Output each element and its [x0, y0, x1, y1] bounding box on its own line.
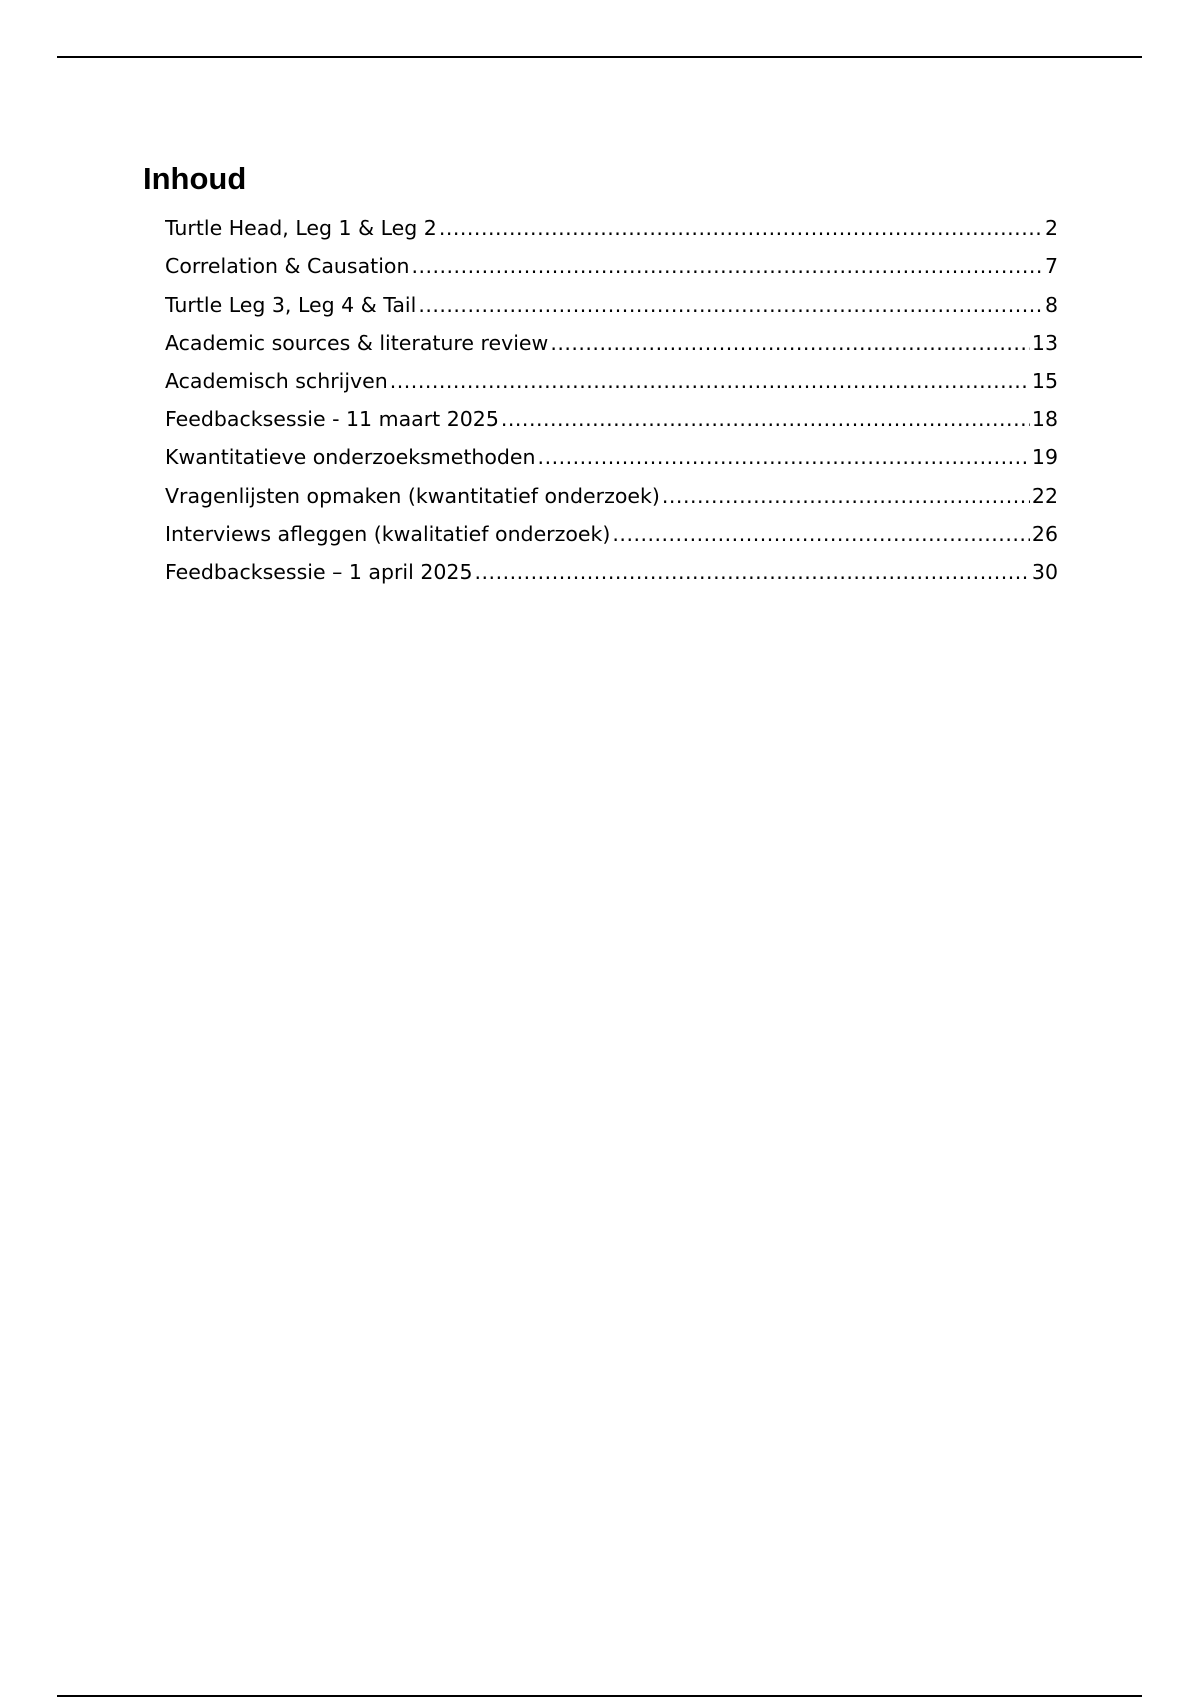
toc-entry-label: Academisch schrijven: [165, 368, 388, 393]
toc-entry[interactable]: [165, 477, 1058, 515]
toc-title: Inhoud: [143, 161, 247, 196]
toc-entry[interactable]: [165, 553, 1058, 591]
toc-entry-page: 13: [1031, 330, 1058, 355]
toc-entry-label: Academic sources & literature review: [165, 330, 549, 355]
toc-entry-page: 7: [1044, 254, 1058, 279]
toc-entry-label: Kwantitatieve onderzoeksmethoden: [165, 445, 536, 470]
toc-entry-label: Feedbacksessie – 1 april 2025: [165, 559, 473, 584]
toc-entry[interactable]: [165, 400, 1058, 438]
toc-dot-leader: [390, 362, 1030, 400]
toc-entry-label: Turtle Leg 3, Leg 4 & Tail: [165, 292, 417, 317]
toc-entry[interactable]: [165, 286, 1058, 324]
toc-entry-page: 19: [1031, 445, 1058, 470]
toc-entry-page: 8: [1044, 292, 1058, 317]
toc-entry-label: Feedbacksessie - 11 maart 2025: [165, 407, 499, 432]
toc-entry-page: 2: [1044, 216, 1058, 241]
toc-dot-leader: [550, 324, 1030, 362]
table-of-contents: [143, 160, 1058, 591]
toc-entry-page: 26: [1031, 521, 1058, 546]
toc-dot-leader: [612, 515, 1030, 553]
toc-entry[interactable]: [165, 209, 1058, 247]
toc-entry[interactable]: [165, 515, 1058, 553]
toc-dot-leader: [411, 247, 1043, 285]
toc-entry-label: Interviews afleggen (kwalitatief onderzoek): [165, 521, 611, 546]
toc-dot-leader: [662, 477, 1030, 515]
toc-entry-page: 18: [1031, 407, 1058, 432]
footer-rule: [57, 1695, 1142, 1697]
toc-entry[interactable]: [165, 362, 1058, 400]
toc-dot-leader: [501, 400, 1030, 438]
toc-entry-label: Vragenlijsten opmaken (kwantitatief onderzoek): [165, 483, 660, 508]
toc-list: [143, 209, 1058, 591]
toc-dot-leader: [538, 438, 1030, 476]
toc-dot-leader: [475, 553, 1030, 591]
toc-entry-page: 30: [1031, 559, 1058, 584]
toc-entry-label: Turtle Head, Leg 1 & Leg 2: [165, 216, 437, 241]
toc-dot-leader: [439, 209, 1043, 247]
toc-entry-label: Correlation & Causation: [165, 254, 410, 279]
toc-entry[interactable]: [165, 324, 1058, 362]
toc-dot-leader: [418, 286, 1043, 324]
toc-entry-page: 15: [1031, 368, 1058, 393]
toc-entry[interactable]: [165, 438, 1058, 476]
toc-entry[interactable]: [165, 247, 1058, 285]
header-rule: [57, 56, 1142, 58]
toc-entry-page: 22: [1031, 483, 1058, 508]
